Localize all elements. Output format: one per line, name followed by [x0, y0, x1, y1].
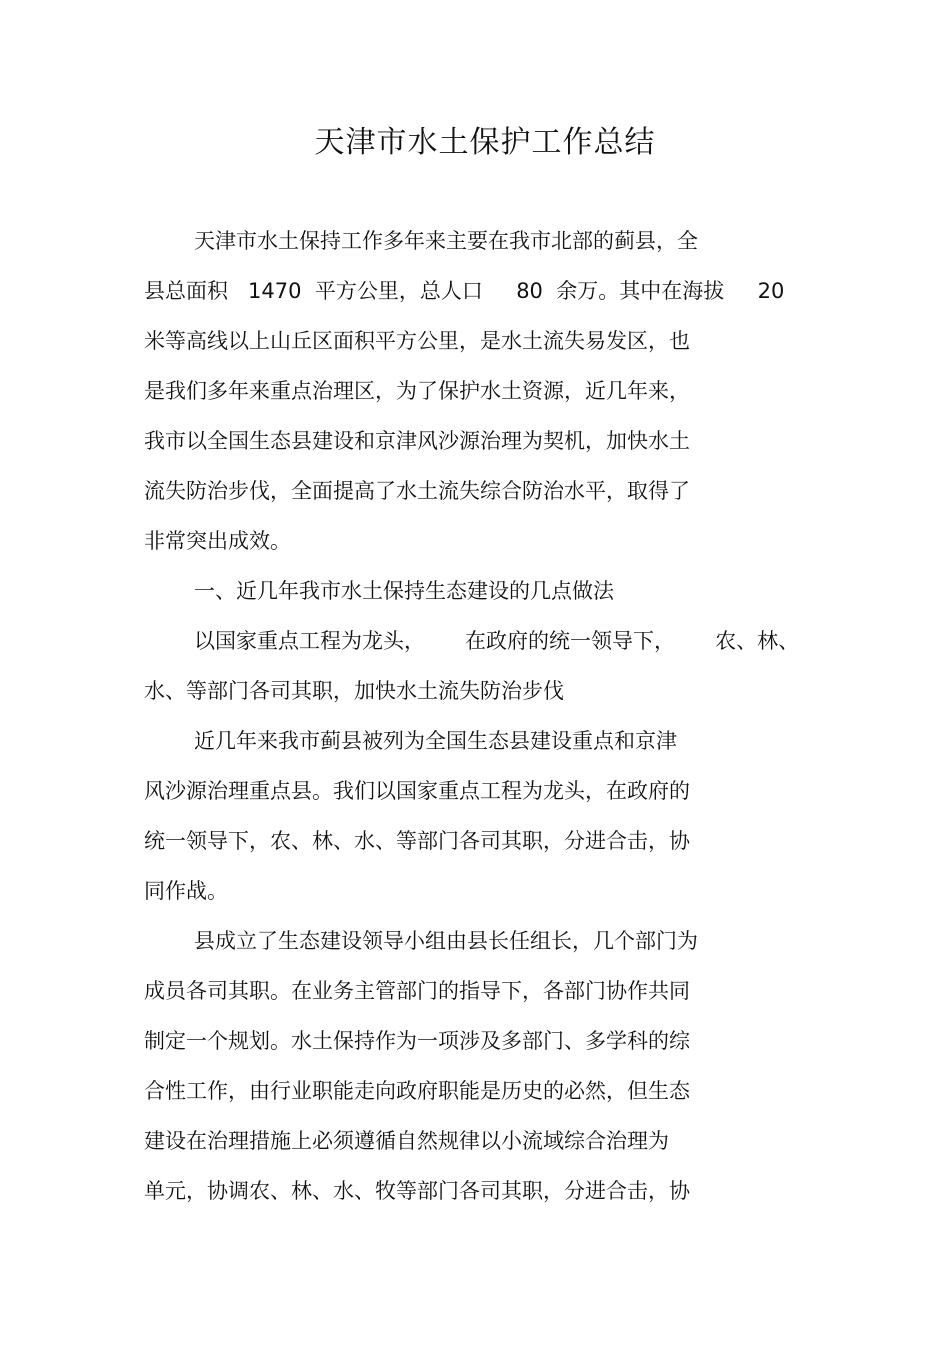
paragraph-line: 建设在治理措施上必须遵循自然规律以小流域综合治理为 — [144, 1129, 669, 1153]
paragraph-line: 天津市水土保持工作多年来主要在我市北部的蓟县，全 — [194, 229, 698, 253]
paragraph-line: 近几年来我市蓟县被列为全国生态县建设重点和京津 — [194, 729, 677, 753]
paragraph-line: 是我们多年来重点治理区，为了保护水土资源，近几年来， — [144, 379, 690, 403]
paragraph-line: 县总面积 1470 平方公里，总人口 80 余万。其中在海拔 20 — [144, 279, 785, 303]
paragraph-line: 我市以全国生态县建设和京津风沙源治理为契机，加快水土 — [144, 429, 690, 453]
paragraph-line: 县成立了生态建设领导小组由县长任组长，几个部门为 — [194, 929, 698, 953]
paragraph-line: 单元，协调农、林、水、牧等部门各司其职，分进合击，协 — [144, 1179, 690, 1203]
paragraph-line: 水、等部门各司其职，加快水土流失防治步伐 — [144, 679, 564, 703]
section-heading: 一、近几年我市水土保持生态建设的几点做法 — [194, 579, 614, 603]
paragraph-line: 米等高线以上山丘区面积平方公里，是水土流失易发区，也 — [144, 329, 690, 353]
paragraph-line: 成员各司其职。在业务主管部门的指导下，各部门协作共同 — [144, 979, 690, 1003]
document-title: 天津市水土保护工作总结 — [314, 125, 656, 160]
paragraph-line: 流失防治步伐，全面提高了水土流失综合防治水平，取得了 — [144, 479, 690, 503]
paragraph-line: 以国家重点工程为龙头， 在政府的统一领导下， 农、林、 — [194, 629, 800, 653]
paragraph-line: 统一领导下，农、林、水、等部门各司其职，分进合击，协 — [144, 829, 690, 853]
paragraph-line: 合性工作，由行业职能走向政府职能是历史的必然，但生态 — [144, 1079, 690, 1103]
paragraph-line: 非常突出成效。 — [144, 529, 291, 553]
paragraph-line: 同作战。 — [144, 879, 228, 903]
paragraph-line: 风沙源治理重点县。我们以国家重点工程为龙头，在政府的 — [144, 779, 690, 803]
paragraph-line: 制定一个规划。水土保持作为一项涉及多部门、多学科的综 — [144, 1029, 690, 1053]
